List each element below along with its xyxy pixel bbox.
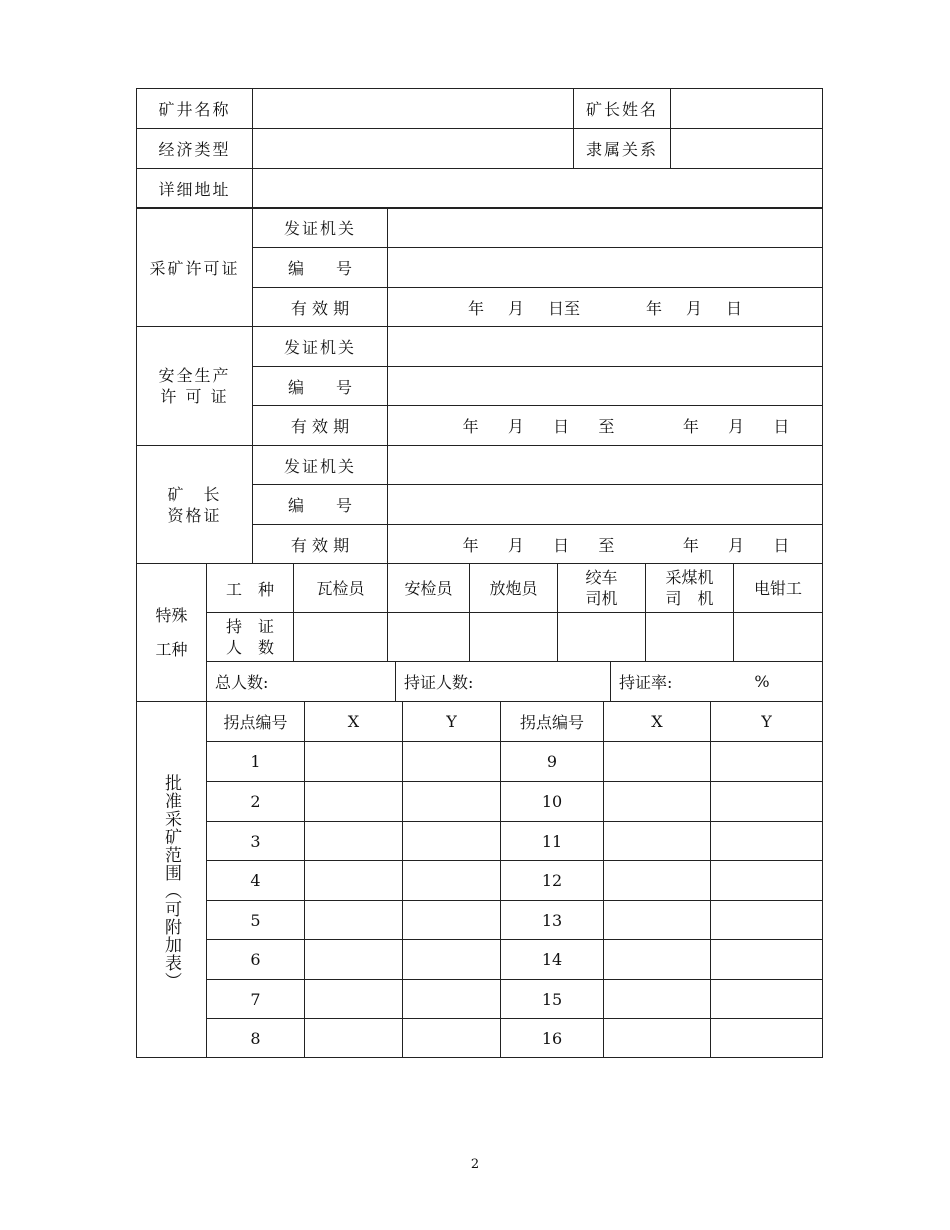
point-id: 9 xyxy=(501,742,604,782)
certified-count-field[interactable] xyxy=(396,662,611,701)
trade-header xyxy=(646,564,734,613)
holders-label xyxy=(207,613,294,662)
mining-range-table xyxy=(136,701,823,1058)
y-field[interactable] xyxy=(711,782,823,822)
trade-label-line2: 司 机 xyxy=(665,589,714,608)
affiliation-field[interactable] xyxy=(671,129,823,169)
x-field[interactable] xyxy=(604,940,711,980)
certified-rate-field[interactable] xyxy=(611,662,822,701)
col-y-header: Y xyxy=(403,702,501,742)
validity-day-end: 日 xyxy=(726,298,743,318)
safety-license-issuer-field[interactable] xyxy=(388,327,823,367)
special-work-title xyxy=(137,564,207,702)
safety-license-number-field[interactable] xyxy=(388,367,823,406)
affiliation-label: 隶属关系 xyxy=(574,129,671,169)
page-number: 2 xyxy=(470,1157,480,1172)
safety-license-title-line1: 安全生产 xyxy=(158,366,231,385)
manager-cert-title-line1: 矿 长 xyxy=(167,484,222,504)
point-id: 10 xyxy=(501,782,604,822)
validity-label: 有 效 期 xyxy=(253,288,388,327)
issuer-label: 发证机关 xyxy=(253,446,388,485)
holders-count-field[interactable] xyxy=(734,613,823,662)
mining-license-title: 采矿许可证 xyxy=(137,208,253,327)
mining-range-title-text: 批准采矿范围（可附加表） xyxy=(161,773,181,990)
validity-label: 有 效 期 xyxy=(253,525,388,564)
point-id: 13 xyxy=(501,901,604,940)
special-work-title-line2: 工种 xyxy=(155,639,188,659)
y-field[interactable] xyxy=(403,822,501,861)
point-id: 3 xyxy=(207,822,305,861)
point-id: 16 xyxy=(501,1019,604,1058)
trade-label: 安检员 xyxy=(404,578,453,598)
x-field[interactable] xyxy=(305,901,403,940)
manager-name-field[interactable] xyxy=(671,89,823,129)
mining-license-number-field[interactable] xyxy=(388,248,823,288)
trade-header xyxy=(558,564,646,613)
validity-year-end: 年 xyxy=(682,417,699,436)
manager-cert-issuer-field[interactable] xyxy=(388,446,823,485)
certified-rate-label: 持证率: xyxy=(619,673,673,692)
table-row xyxy=(137,564,823,613)
y-field[interactable] xyxy=(711,901,823,940)
point-id: 6 xyxy=(207,940,305,980)
table-row xyxy=(137,782,823,822)
holders-count-field[interactable] xyxy=(558,613,646,662)
y-field[interactable] xyxy=(403,1019,501,1058)
licenses-section xyxy=(136,207,822,564)
trade-label: 绞车 xyxy=(585,568,618,587)
y-field[interactable] xyxy=(403,940,501,980)
y-field[interactable] xyxy=(403,861,501,901)
trade-header xyxy=(294,564,388,613)
table-row xyxy=(137,742,823,782)
validity-year-end: 年 xyxy=(646,298,663,318)
number-label: 编 号 xyxy=(253,367,388,406)
manager-cert-number-field[interactable] xyxy=(388,485,823,525)
issuer-label: 发证机关 xyxy=(253,208,388,248)
y-field[interactable] xyxy=(403,742,501,782)
trade-header xyxy=(734,564,823,613)
x-field[interactable] xyxy=(604,901,711,940)
summary-row xyxy=(207,662,823,702)
manager-cert-title-line2: 资格证 xyxy=(167,505,222,525)
trade-label: 瓦检员 xyxy=(316,578,365,598)
validity-label: 有 效 期 xyxy=(253,406,388,446)
point-id: 7 xyxy=(207,980,305,1019)
validity-year-end: 年 xyxy=(682,535,699,555)
x-field[interactable] xyxy=(604,742,711,782)
address-field[interactable] xyxy=(253,169,823,209)
validity-day-start: 日 xyxy=(553,535,570,555)
basic-info-section xyxy=(136,88,822,209)
validity-day-start: 日 xyxy=(553,417,570,436)
special-work-title-line1: 特殊 xyxy=(155,605,188,625)
holders-label-line1: 持 证 xyxy=(225,617,274,636)
holders-count-field[interactable] xyxy=(388,613,470,662)
table-row xyxy=(137,327,823,367)
y-field[interactable] xyxy=(711,742,823,782)
licenses-table xyxy=(136,207,823,564)
number-label: 编 号 xyxy=(253,485,388,525)
table-row xyxy=(137,446,823,485)
col-x-header: X xyxy=(604,702,711,742)
trade-label: 采煤机 xyxy=(665,568,714,587)
holders-count-field[interactable] xyxy=(646,613,734,662)
mining-license-validity-field[interactable] xyxy=(388,288,823,327)
table-row xyxy=(137,980,823,1019)
validity-month-end: 月 xyxy=(686,298,703,318)
table-row xyxy=(137,1019,823,1058)
x-field[interactable] xyxy=(305,861,403,901)
validity-year-start: 年 xyxy=(462,417,479,436)
certified-count-label: 持证人数: xyxy=(404,673,474,692)
y-field[interactable] xyxy=(711,861,823,901)
table-row xyxy=(137,822,823,861)
manager-name-label: 矿长姓名 xyxy=(574,89,671,129)
holders-count-field[interactable] xyxy=(470,613,558,662)
special-work-table xyxy=(136,563,823,702)
point-id: 15 xyxy=(501,980,604,1019)
safety-license-title xyxy=(137,327,253,446)
x-field[interactable] xyxy=(604,822,711,861)
number-label: 编 号 xyxy=(253,248,388,288)
trade-header xyxy=(470,564,558,613)
address-label: 详细地址 xyxy=(137,169,253,209)
table-row xyxy=(137,702,823,742)
validity-to: 至 xyxy=(598,535,615,555)
validity-day-end: 日 xyxy=(773,417,790,436)
table-row xyxy=(137,208,823,248)
holders-label-line2: 人 数 xyxy=(225,638,274,657)
validity-day-start: 日至 xyxy=(547,298,580,318)
work-type-label: 工 种 xyxy=(207,564,294,613)
trade-label: 放炮员 xyxy=(489,578,538,598)
mine-name-field[interactable] xyxy=(253,89,574,129)
x-field[interactable] xyxy=(305,782,403,822)
manager-cert-validity-field[interactable] xyxy=(388,525,823,564)
col-point-header: 拐点编号 xyxy=(207,702,305,742)
y-field[interactable] xyxy=(711,980,823,1019)
validity-month-start: 月 xyxy=(507,417,524,436)
table-row xyxy=(137,613,823,662)
validity-month-start: 月 xyxy=(507,298,524,318)
table-row xyxy=(137,169,823,209)
col-point-header: 拐点编号 xyxy=(501,702,604,742)
point-id: 1 xyxy=(207,742,305,782)
trade-label-line2: 司机 xyxy=(585,589,618,608)
validity-year-start: 年 xyxy=(462,535,479,555)
safety-license-validity-field[interactable] xyxy=(388,406,823,446)
col-x-header: X xyxy=(305,702,403,742)
x-field[interactable] xyxy=(305,742,403,782)
table-row xyxy=(137,129,823,169)
table-row xyxy=(137,940,823,980)
point-id: 5 xyxy=(207,901,305,940)
y-field[interactable] xyxy=(711,940,823,980)
y-field[interactable] xyxy=(711,1019,823,1058)
table-row xyxy=(137,662,823,702)
mining-range-section xyxy=(136,701,822,1058)
x-field[interactable] xyxy=(305,940,403,980)
economic-type-label: 经济类型 xyxy=(137,129,253,169)
mining-license-issuer-field[interactable] xyxy=(388,208,823,248)
issuer-label: 发证机关 xyxy=(253,327,388,367)
validity-to: 至 xyxy=(598,417,615,436)
point-id: 8 xyxy=(207,1019,305,1058)
validity-month-start: 月 xyxy=(507,535,524,555)
basic-info-table xyxy=(136,88,823,209)
x-field[interactable] xyxy=(604,980,711,1019)
point-id: 2 xyxy=(207,782,305,822)
point-id: 12 xyxy=(501,861,604,901)
x-field[interactable] xyxy=(305,822,403,861)
table-row xyxy=(137,901,823,940)
y-field[interactable] xyxy=(403,901,501,940)
y-field[interactable] xyxy=(711,822,823,861)
trade-header xyxy=(388,564,470,613)
x-field[interactable] xyxy=(604,1019,711,1058)
mine-name-label: 矿井名称 xyxy=(137,89,253,129)
table-row xyxy=(137,89,823,129)
special-work-section xyxy=(136,563,822,702)
mining-range-title xyxy=(137,702,207,1058)
total-count-label: 总人数: xyxy=(215,673,269,692)
y-field[interactable] xyxy=(403,980,501,1019)
y-field[interactable] xyxy=(403,782,501,822)
percent-unit: % xyxy=(754,672,770,691)
validity-month-end: 月 xyxy=(728,535,745,555)
safety-license-title-line2: 许 可 证 xyxy=(160,387,229,406)
validity-day-end: 日 xyxy=(773,535,790,555)
total-count-field[interactable] xyxy=(207,662,396,701)
point-id: 11 xyxy=(501,822,604,861)
holders-count-field[interactable] xyxy=(294,613,388,662)
table-row xyxy=(137,861,823,901)
validity-month-end: 月 xyxy=(728,417,745,436)
validity-year-start: 年 xyxy=(467,298,484,318)
point-id: 4 xyxy=(207,861,305,901)
x-field[interactable] xyxy=(604,861,711,901)
x-field[interactable] xyxy=(305,1019,403,1058)
manager-cert-title xyxy=(137,446,253,564)
col-y-header: Y xyxy=(711,702,823,742)
point-id: 14 xyxy=(501,940,604,980)
trade-label: 电钳工 xyxy=(753,578,802,598)
economic-type-field[interactable] xyxy=(253,129,574,169)
x-field[interactable] xyxy=(305,980,403,1019)
x-field[interactable] xyxy=(604,782,711,822)
